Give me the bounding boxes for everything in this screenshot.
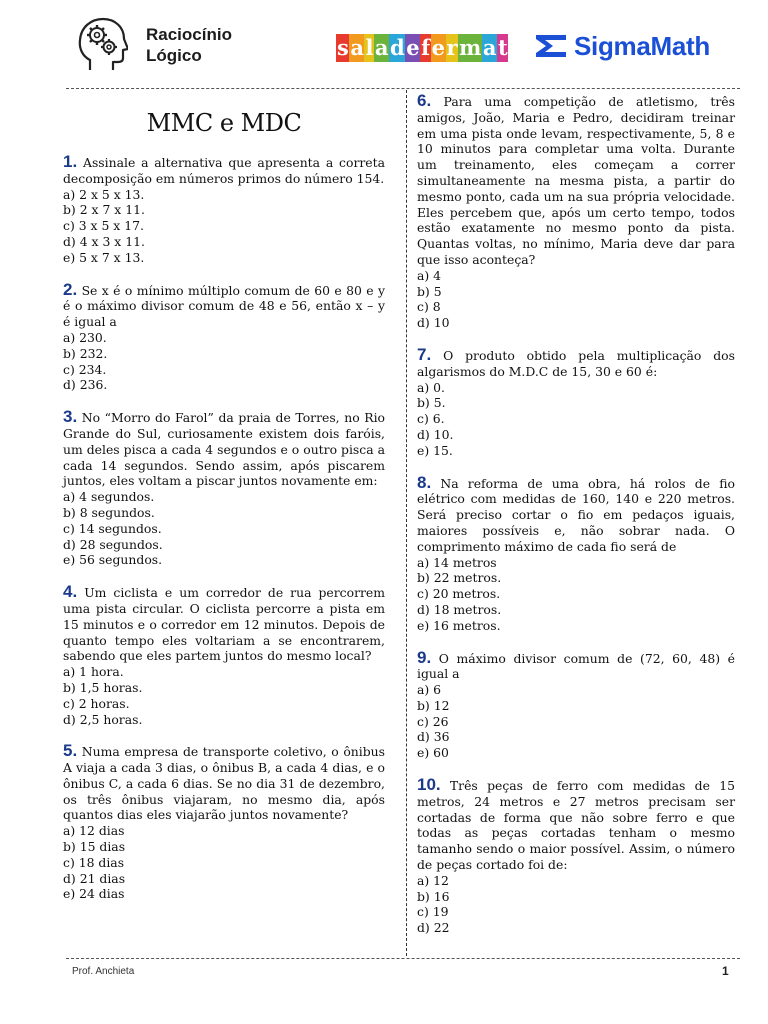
answer-option: b) 2 x 7 x 11. — [63, 202, 145, 218]
question-7 — [417, 344, 735, 459]
question-text: Três peças de ferro com medidas de 15 metros, 24 metros e 27 metros precisam ser cortadas de forma que não sobre ferro e que todas as peças cortadas tenham o mesmo tamanho sendo o maior possível. Assim, o número de peças cortado foi de: — [417, 778, 735, 873]
question-stem — [63, 279, 385, 330]
question-text: O máximo divisor comum de (72, 60, 48) é igual a — [417, 650, 735, 682]
answer-option: c) 6. — [417, 411, 445, 427]
page-number: 1 — [722, 964, 729, 978]
question-2 — [63, 279, 385, 394]
answer-option: a) 2 x 5 x 13. — [63, 186, 145, 202]
question-1 — [63, 154, 385, 266]
answer-option: b) 1,5 horas. — [63, 679, 143, 695]
question-stem — [417, 472, 735, 555]
question-10 — [417, 777, 735, 936]
page-title: MMC e MDC — [146, 109, 302, 137]
answer-option: e) 60 — [417, 745, 449, 761]
answer-option: d) 28 segundos. — [63, 536, 163, 552]
saladefermat-letter: e — [431, 35, 445, 60]
header-divider — [66, 88, 740, 89]
question-stem — [417, 777, 735, 873]
head-gears-icon — [76, 16, 128, 72]
answer-option: a) 230. — [63, 329, 107, 345]
question-stem — [63, 584, 385, 664]
answer-option: b) 15 dias — [63, 839, 126, 855]
question-text: No “Morro do Farol” da praia de Torres, no Rio Grande do Sul, curiosamente existem dois faróis, um deles pisca a cada 4 segundos e o outro pisca a cada 14 segundos. Sendo assim, após piscarem juntos, eles voltam a piscar juntos novamente em: — [63, 410, 385, 489]
question-text: Para uma competição de atletismo, três amigos, João, Maria e Pedro, decidiram treinar em uma pista onde levam, respectivamente, 5, 8 e 10 minutos para completar uma volta. Durante um treinamento, eles começam a correr simultaneamente na mesma pista, a partir do mesmo ponto, cada um na sua própria velocidade. Eles percebem que, após um certo tempo, todos estão exatamente no mesmo ponto da pista. Quantas voltas, no mínimo, Maria deve dar para que isso aconteça? — [417, 94, 735, 267]
answer-option: b) 232. — [63, 345, 108, 361]
saladefermat-letter: m — [459, 35, 481, 60]
left-column — [63, 108, 385, 918]
question-stem — [417, 647, 735, 683]
question-stem — [63, 154, 385, 187]
answer-option: c) 20 metros. — [417, 586, 501, 602]
question-text: Assinale a alternativa que apresenta a correta decomposição em números primos do número 154. — [63, 155, 385, 186]
brand-line2: Lógico — [146, 46, 202, 65]
answer-option: c) 234. — [63, 361, 107, 377]
question-text: Na reforma de uma obra, há rolos de fio elétrico com medidas de 160, 140 e 220 metros. Será preciso cortar o fio em pedaços iguais, maiores possíveis e, não sobrar nada. O comprimento máximo de cada fio será de — [417, 475, 735, 554]
answer-option: b) 12 — [417, 697, 450, 713]
question-stem — [417, 93, 735, 268]
question-number: 9. — [417, 647, 432, 667]
answer-option: b) 5 — [417, 283, 442, 299]
answer-option: c) 2 horas. — [63, 695, 130, 711]
answer-option: e) 15. — [417, 442, 453, 458]
brand-title — [146, 24, 232, 66]
question-6 — [417, 93, 735, 331]
footer-divider — [66, 958, 740, 959]
question-stem — [417, 344, 735, 380]
answer-option: c) 3 x 5 x 17. — [63, 218, 144, 234]
answer-option: a) 14 metros — [417, 554, 497, 570]
question-9 — [417, 647, 735, 762]
right-column — [417, 93, 735, 952]
answer-option: c) 18 dias — [63, 854, 125, 870]
question-number: 10. — [417, 775, 441, 795]
answer-option: d) 10 — [417, 315, 450, 331]
saladefermat-letter: f — [421, 35, 430, 60]
answer-option: b) 8 segundos. — [63, 504, 155, 520]
answer-option: d) 236. — [63, 377, 108, 393]
answer-option: d) 10. — [417, 426, 454, 442]
answer-option: a) 12 — [417, 872, 449, 888]
answer-option: d) 4 x 3 x 11. — [63, 233, 145, 249]
question-number: 3. — [63, 407, 78, 427]
brand-line1: Raciocínio — [146, 25, 232, 44]
question-text: Um ciclista e um corredor de rua percorrem uma pista circular. O ciclista percorre a pista em 15 minutos e o corredor em 12 minutos. Depois de quanto tempo eles voltariam a se encontrarem, sabendo que eles partem juntos do mesmo local? — [63, 585, 385, 664]
answer-option: e) 5 x 7 x 13. — [63, 249, 145, 265]
question-stem — [63, 409, 385, 489]
answer-option: e) 56 segundos. — [63, 552, 163, 568]
answer-option: d) 18 metros. — [417, 601, 502, 617]
question-4 — [63, 584, 385, 727]
answer-option: a) 1 hora. — [63, 664, 124, 680]
question-8 — [417, 472, 735, 634]
saladefermat-letter: s — [337, 35, 349, 60]
saladefermat-letter: a — [374, 35, 389, 60]
answer-option: a) 4 segundos. — [63, 489, 155, 505]
answer-option: a) 12 dias — [63, 823, 125, 839]
answer-option: c) 8 — [417, 299, 441, 315]
saladefermat-letter: r — [446, 35, 458, 60]
saladefermat-letter: l — [365, 35, 373, 60]
question-text: Numa empresa de transporte coletivo, o ônibus A viaja a cada 3 dias, o ônibus B, a cada 4 dias, e o ônibus C, a cada 6 dias. Se no dia 31 de dezembro, os três ônibus viajaram, no mesmo dia, após quantos dias eles viajarão juntos novamente? — [63, 744, 385, 823]
answer-option: c) 26 — [417, 713, 449, 729]
question-number: 2. — [63, 279, 78, 299]
answer-option: d) 2,5 horas. — [63, 711, 143, 727]
answer-option: a) 6 — [417, 682, 442, 698]
question-number: 5. — [63, 741, 78, 761]
answer-option: c) 14 segundos. — [63, 520, 162, 536]
answer-option: d) 22 — [417, 920, 450, 936]
question-5 — [63, 743, 385, 902]
question-text: O produto obtido pela multiplicação dos algarismos do M.D.C de 15, 30 e 60 é: — [417, 347, 735, 379]
question-number: 8. — [417, 472, 432, 492]
sigmamath-logo — [534, 28, 710, 64]
question-number: 4. — [63, 582, 78, 602]
answer-option: a) 0. — [417, 379, 445, 395]
saladefermat-letter: e — [406, 35, 420, 60]
answer-option: b) 22 metros. — [417, 570, 502, 586]
question-stem — [63, 743, 385, 823]
answer-option: e) 24 dias — [63, 886, 125, 902]
saladefermat-letter: a — [350, 35, 364, 60]
saladefermat-letter: t — [497, 35, 508, 60]
question-number: 6. — [417, 91, 432, 110]
question-number: 7. — [417, 344, 432, 364]
answer-option: d) 21 dias — [63, 870, 126, 886]
answer-option: b) 5. — [417, 395, 446, 411]
answer-option: a) 4 — [417, 267, 442, 283]
answer-option: e) 16 metros. — [417, 617, 501, 633]
saladefermat-letter: a — [482, 35, 496, 60]
sigma-icon — [534, 32, 568, 60]
column-divider — [406, 90, 407, 956]
question-number: 1. — [63, 152, 78, 171]
answer-option: b) 16 — [417, 888, 450, 904]
question-3 — [63, 409, 385, 568]
answer-option: d) 36 — [417, 729, 450, 745]
page-header — [0, 0, 768, 88]
footer-author: Prof. Anchieta — [72, 966, 135, 977]
answer-option: c) 19 — [417, 904, 449, 920]
question-text: Se x é o mínimo múltiplo comum de 60 e 80 e y é o máximo divisor comum de 48 e 56, então x – y é igual a — [63, 282, 385, 330]
saladefermat-letter: d — [390, 35, 405, 60]
sigmamath-text: SigmaMath — [574, 30, 710, 61]
saladefermat-logo — [336, 34, 508, 62]
